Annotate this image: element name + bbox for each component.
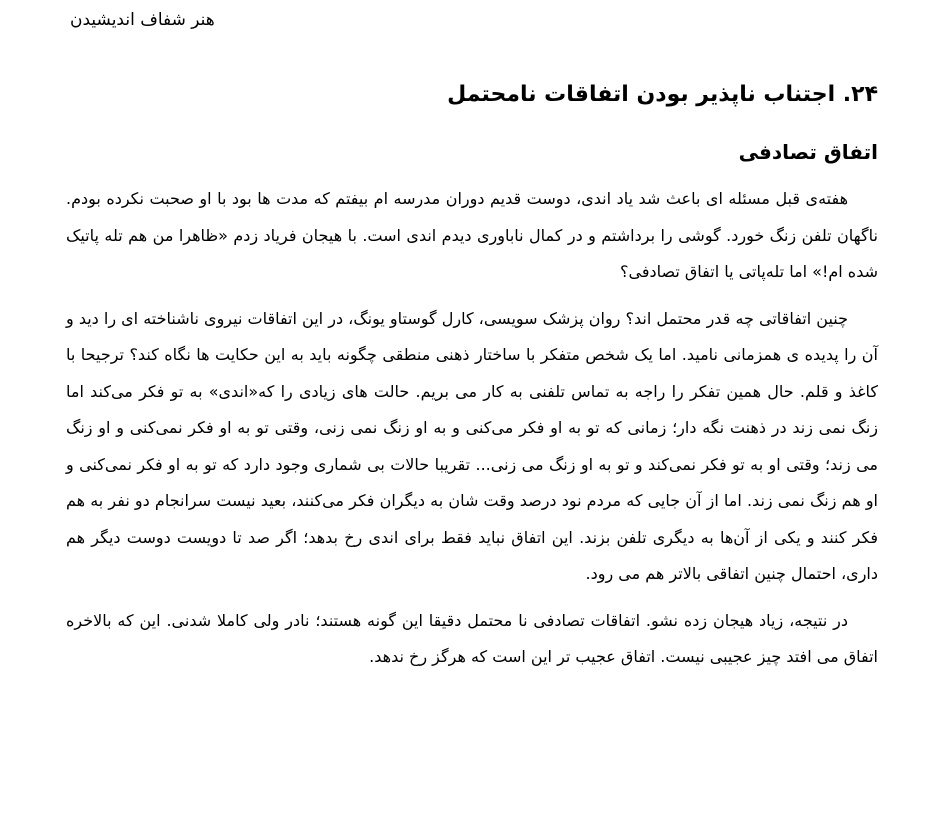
paragraph-1: هفته‌ی قبل مسئله ای باعث شد یاد اندی، دوست قدیم دوران مدرسه ام بیفتم که مدت ها بود با او صحبت نکرده بودم. ناگهان تلفن زنگ خورد. گوشی را برداشتم و در کمال ناباوری دیدم اندی است. با هیجان فریاد زدم «ظاهرا من هم تله پاتیک شده ام!» اما تله‌پاتی یا اتفاق تصادفی؟	[66, 189, 878, 281]
section-title: اتفاق تصادفی	[738, 140, 878, 164]
running-header: هنر شفاف اندیشیدن	[70, 10, 215, 30]
paragraph-3: در نتیجه، زیاد هیجان زده نشو. اتفاقات تصادفی نا محتمل دقیقا این گونه هستند؛ نادر ولی کاملا شدنی. این که بالاخره اتفاق می افتد چیز عجیبی نیست. اتفاق عجیب تر این است که هرگز رخ ندهد.	[66, 610, 878, 666]
paragraph-2: چنین اتفاقاتی چه قدر محتمل اند؟ روان پزشک سویسی، کارل گوستاو یونگ، در این اتفاقات نیروی ناشناخته ای را دید و آن را پدیده ی همزمانی نامید. اما یک شخص متفکر با ساختار ذهنی منطقی چگونه باید به این حکایت ها نگاه کند؟ ترجیحا با کاغذ و قلم. حال همین تفکر را راجه به تماس تلفنی به کار می بریم. حالت های زیادی را که«اندی» به تو فکر می‌کند اما زنگ نمی زند در ذهنت نگه دار؛ زمانی که تو به او فکر می‌کنی و به او زنگ نمی زنی، وقتی تو به او فکر نمی‌کنی و او زنگ می زند؛ وقتی او به تو فکر نمی‌کند و تو به او زنگ می زنی... تقریبا حالات بی شماری وجود دارد که تو به او فکر نمی‌کنی و او هم زنگ نمی زند. اما از آن جایی که مردم نود درصد وقت شان به دیگران فکر می‌کنند، بعید نیست سرانجام دو نفر به هم فکر کنند و یکی از آن‌ها به دیگری تلفن بزند. این اتفاق نباید فقط برای اندی رخ بدهد؛ اگر صد تا دویست دوست دیگر هم داری، احتمال چنین اتفاقی بالاتر هم می رود.	[66, 308, 878, 583]
page-body	[66, 72, 878, 676]
chapter-title: ۲۴. اجتناب ناپذیر بودن اتفاقات نامحتمل	[447, 82, 878, 107]
